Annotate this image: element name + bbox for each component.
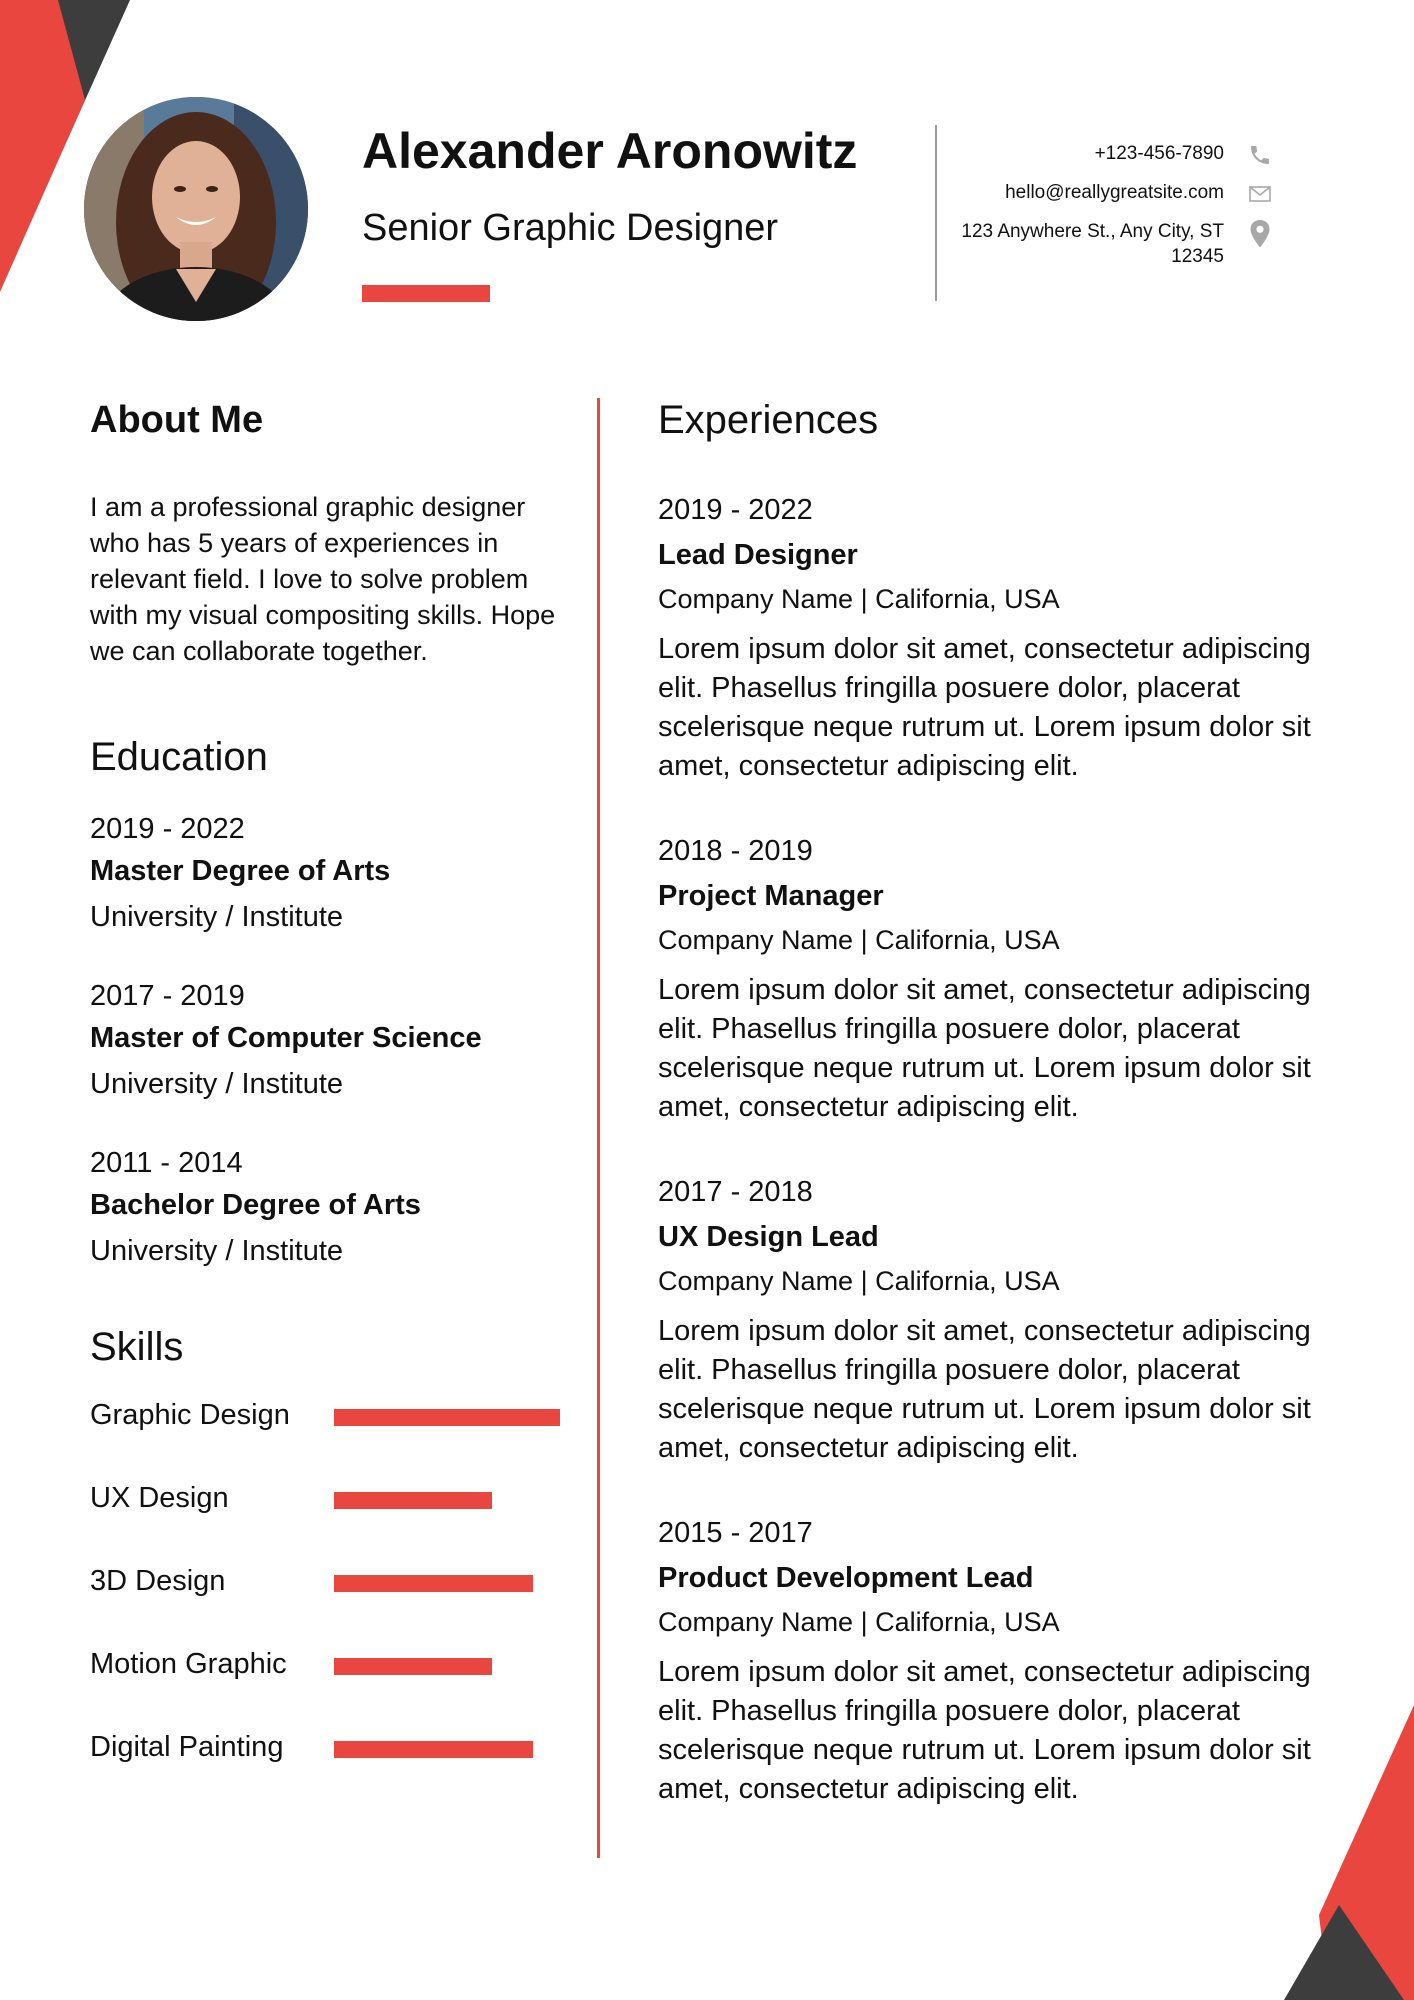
experience-role: UX Design Lead [658, 1221, 879, 1253]
experience-title: Experiences [658, 398, 879, 442]
skill-name: Motion Graphic [90, 1648, 287, 1680]
skill-level-bar [334, 1575, 533, 1592]
skill-item [90, 1714, 570, 1797]
skill-item [90, 1548, 570, 1631]
education-degree: Bachelor Degree of Arts [90, 1189, 421, 1221]
skill-name: Graphic Design [90, 1399, 290, 1431]
experience-years: 2019 - 2022 [658, 494, 813, 526]
envelope-icon [1248, 184, 1272, 204]
education-school: University / Institute [90, 1235, 344, 1267]
skill-item [90, 1382, 570, 1465]
experience-years: 2018 - 2019 [658, 835, 813, 867]
education-item [90, 1144, 570, 1274]
experience-description: Lorem ipsum dolor sit amet, consectetur adipiscing elit. Phasellus fringilla posuere dolor, placerat scelerisque neque rutrum ut. Lorem ipsum dolor sit amet, consectetur adipiscing elit. [658, 1656, 1311, 1805]
contact-phone: +123-456-7890 [1094, 143, 1224, 164]
experience-role: Project Manager [658, 880, 884, 912]
education-degree: Master Degree of Arts [90, 855, 391, 887]
skill-level-bar [334, 1409, 560, 1426]
contact-address: 123 Anywhere St., Any City, ST 12345 [961, 221, 1224, 267]
experience-item [658, 1172, 1358, 1468]
education-years: 2017 - 2019 [90, 980, 245, 1012]
experience-item [658, 490, 1358, 786]
left-column [90, 395, 570, 1797]
experience-company: Company Name | California, USA [658, 925, 1060, 955]
experience-description: Lorem ipsum dolor sit amet, consectetur adipiscing elit. Phasellus fringilla posuere dolor, placerat scelerisque neque rutrum ut. Lorem ipsum dolor sit amet, consectetur adipiscing elit. [658, 1315, 1311, 1464]
candidate-name: Alexander Aronowitz [362, 123, 858, 179]
skill-name: 3D Design [90, 1565, 226, 1597]
experience-list [658, 490, 1358, 1809]
skills-title: Skills [90, 1325, 184, 1369]
about-text: I am a professional graphic designer who has 5 years of experiences in relevant field. I love to solve problem with my visual compositing skills. Hope we can collaborate together. [90, 492, 556, 666]
header-divider [935, 125, 937, 301]
skill-level-bar [334, 1658, 492, 1675]
map-pin-icon [1248, 219, 1272, 249]
about-title: About Me [90, 399, 264, 441]
skill-level-track [334, 1492, 560, 1509]
column-divider [597, 398, 600, 1858]
education-school: University / Institute [90, 901, 344, 933]
contact-email: hello@reallygreatsite.com [1005, 182, 1224, 203]
experience-role: Lead Designer [658, 539, 858, 571]
skill-level-track [334, 1741, 560, 1758]
experience-years: 2015 - 2017 [658, 1517, 813, 1549]
phone-icon [1248, 143, 1272, 167]
experience-description: Lorem ipsum dolor sit amet, consectetur adipiscing elit. Phasellus fringilla posuere dolor, placerat scelerisque neque rutrum ut. Lorem ipsum dolor sit amet, consectetur adipiscing elit. [658, 633, 1311, 782]
title-accent-bar [362, 285, 490, 302]
skills-list [90, 1382, 570, 1797]
experience-item [658, 1513, 1358, 1809]
experience-role: Product Development Lead [658, 1562, 1034, 1594]
skill-name: UX Design [90, 1482, 229, 1514]
experience-company: Company Name | California, USA [658, 584, 1060, 614]
education-title: Education [90, 735, 268, 779]
education-years: 2011 - 2014 [90, 1147, 243, 1179]
education-item [90, 977, 570, 1107]
skill-item [90, 1631, 570, 1714]
skill-item [90, 1465, 570, 1548]
skill-level-bar [334, 1492, 492, 1509]
experience-description: Lorem ipsum dolor sit amet, consectetur adipiscing elit. Phasellus fringilla posuere dolor, placerat scelerisque neque rutrum ut. Lorem ipsum dolor sit amet, consectetur adipiscing elit. [658, 974, 1311, 1123]
experience-item [658, 831, 1358, 1127]
skill-name: Digital Painting [90, 1731, 284, 1763]
experience-company: Company Name | California, USA [658, 1607, 1060, 1637]
profile-photo [84, 97, 308, 321]
skill-level-bar [334, 1741, 533, 1758]
education-degree: Master of Computer Science [90, 1022, 482, 1054]
education-school: University / Institute [90, 1068, 344, 1100]
job-title: Senior Graphic Designer [362, 207, 779, 249]
experience-company: Company Name | California, USA [658, 1266, 1060, 1296]
education-years: 2019 - 2022 [90, 813, 245, 845]
skill-level-track [334, 1575, 560, 1592]
skill-level-track [334, 1658, 560, 1675]
skill-level-track [334, 1409, 560, 1426]
right-column [658, 395, 1358, 1854]
education-item [90, 810, 570, 940]
education-list [90, 810, 570, 1274]
experience-years: 2017 - 2018 [658, 1176, 813, 1208]
